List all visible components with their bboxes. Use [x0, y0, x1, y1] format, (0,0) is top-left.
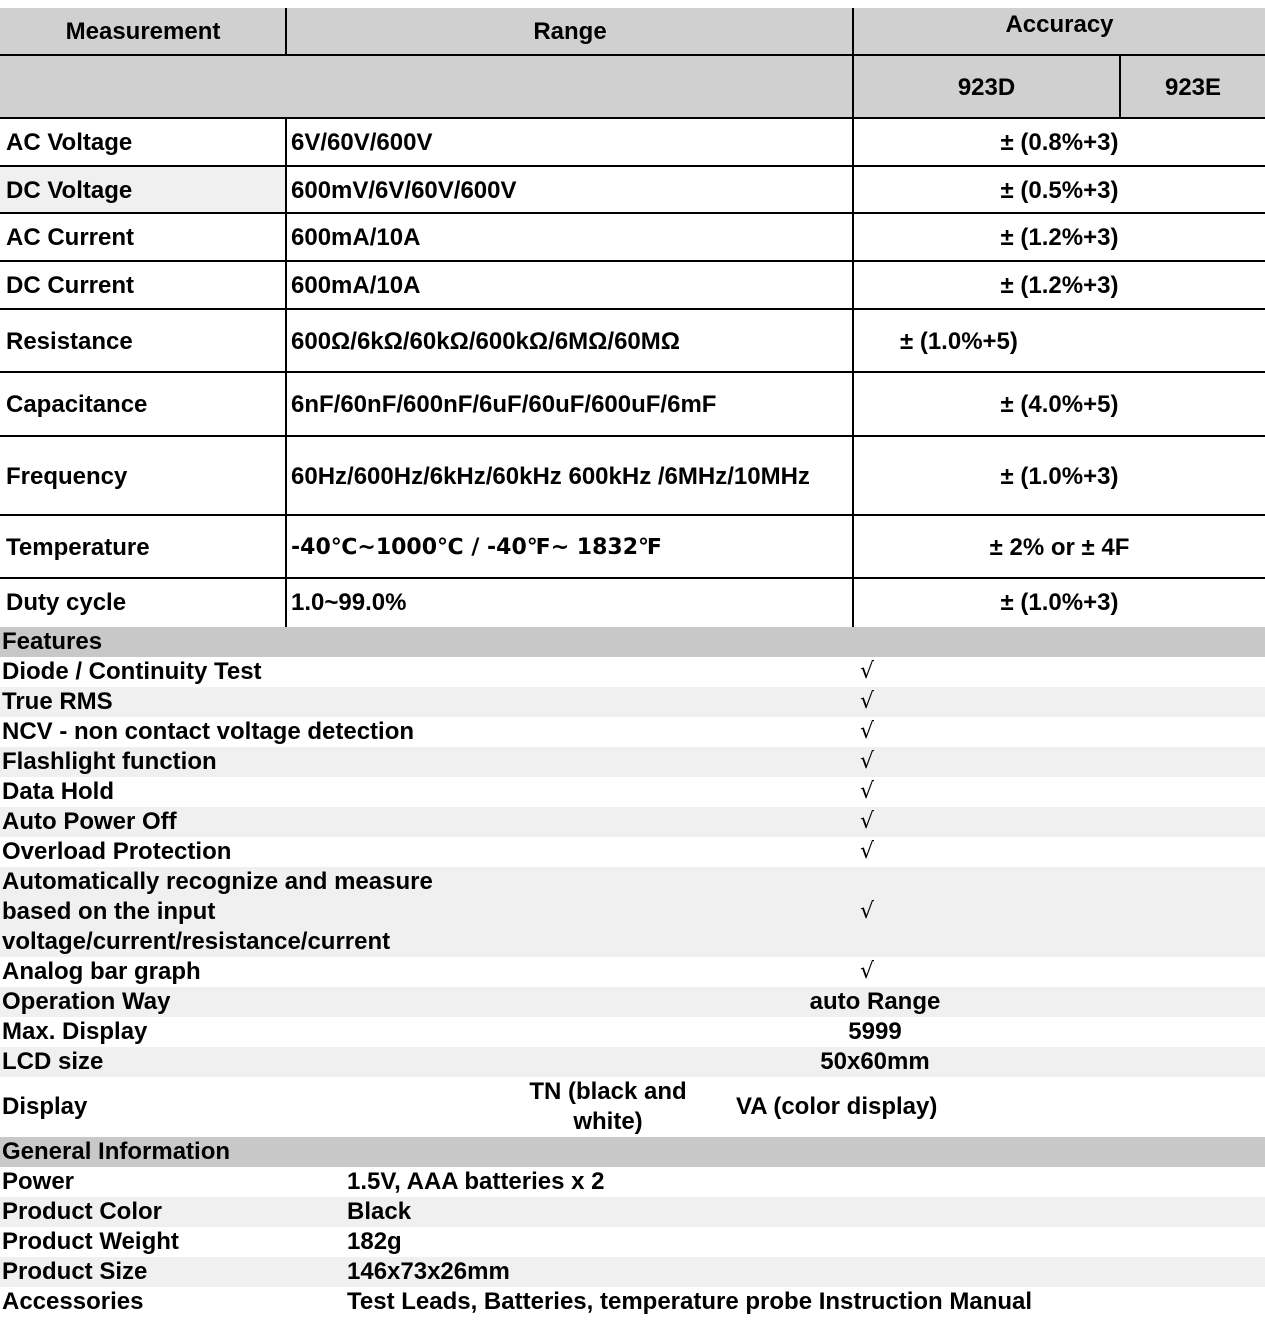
- general-value: 182g: [347, 1228, 402, 1255]
- check-mark-icon: √: [860, 809, 875, 834]
- feature-label: NCV - non contact voltage detection: [2, 718, 415, 745]
- measurement-accuracy: ± (1.0%+3): [1000, 589, 1119, 616]
- feature-label: Auto Power Off: [2, 808, 177, 835]
- measurement-range: 600Ω/6kΩ/60kΩ/600kΩ/6MΩ/60MΩ: [291, 327, 680, 355]
- general-row: [0, 1197, 1265, 1227]
- feature-label: Display: [2, 1093, 88, 1120]
- general-label: Accessories: [2, 1288, 144, 1315]
- feature-value: auto Range: [809, 988, 941, 1015]
- feature-label: Data Hold: [2, 778, 115, 805]
- table-row: [0, 214, 1265, 262]
- general-row: [0, 1287, 1265, 1317]
- measurement-name: DC Current: [6, 272, 135, 299]
- measurement-range: 6nF/60nF/600nF/6uF/60uF/600uF/6mF: [291, 391, 717, 418]
- features-section-title: Features: [0, 627, 1265, 657]
- measurement-range: 600mA/10A: [291, 224, 421, 251]
- general-row: [0, 1257, 1265, 1287]
- feature-label: LCD size: [2, 1048, 104, 1075]
- table-row: [0, 119, 1265, 167]
- general-row: [0, 1167, 1265, 1197]
- feature-value: 50x60mm: [820, 1048, 930, 1075]
- measurement-name: Frequency: [6, 462, 128, 490]
- measurement-accuracy: ± (1.0%+3): [1000, 462, 1119, 490]
- general-label: Power: [2, 1168, 75, 1195]
- table-row: [0, 437, 1265, 516]
- table-row: [0, 373, 1265, 437]
- feature-row: [0, 957, 1265, 987]
- feature-row: [0, 777, 1265, 807]
- spec-table: [0, 8, 1265, 1317]
- measurement-name: Capacitance: [6, 391, 148, 418]
- general-value: 1.5V, AAA batteries x 2: [347, 1168, 605, 1195]
- table-header-row: [0, 8, 1265, 56]
- table-subheader-row: [0, 56, 1265, 119]
- display-923d-line: white): [573, 1108, 643, 1135]
- feature-row: [0, 687, 1265, 717]
- measurement-accuracy: ± (1.2%+3): [1000, 272, 1119, 299]
- display-923e-value: VA (color display): [736, 1093, 938, 1120]
- feature-row: [0, 1077, 1265, 1137]
- feature-label: Analog bar graph: [2, 958, 201, 985]
- measurement-range: 600mA/10A: [291, 272, 421, 299]
- check-mark-icon: √: [860, 959, 875, 984]
- general-section-title: General Information: [0, 1137, 1265, 1167]
- general-label: Product Color: [2, 1198, 162, 1225]
- table-row: [0, 516, 1265, 579]
- measurement-range: 600mV/6V/60V/600V: [291, 176, 517, 204]
- table-row: [0, 167, 1265, 214]
- feature-label-line: based on the input: [2, 898, 216, 925]
- check-mark-icon: √: [860, 689, 875, 714]
- header-accuracy: Accuracy: [1005, 11, 1114, 38]
- measurement-range: 60Hz/600Hz/6kHz/60kHz 600kHz /6MHz/10MHz: [291, 462, 810, 490]
- feature-label: Diode / Continuity Test: [2, 658, 262, 685]
- measurement-accuracy: ± 2% or ± 4F: [989, 533, 1130, 561]
- header-measurement: Measurement: [65, 18, 221, 45]
- check-mark-icon: √: [860, 779, 875, 804]
- header-model-923e: 923E: [1164, 73, 1222, 101]
- feature-label-line: voltage/current/resistance/current: [2, 928, 391, 955]
- feature-value: 5999: [848, 1018, 902, 1045]
- check-mark-icon: √: [860, 899, 875, 924]
- display-923d-line: TN (black and: [529, 1078, 687, 1105]
- measurement-accuracy: ± (1.2%+3): [1000, 224, 1119, 251]
- general-label: Product Size: [2, 1258, 148, 1285]
- check-mark-icon: √: [860, 749, 875, 774]
- general-value: Black: [347, 1198, 412, 1225]
- measurement-accuracy: ± (4.0%+5): [1000, 391, 1119, 418]
- general-value: 146x73x26mm: [347, 1258, 510, 1285]
- header-range: Range: [533, 18, 607, 45]
- feature-row: [0, 987, 1265, 1017]
- feature-row: [0, 867, 1265, 957]
- feature-row: [0, 747, 1265, 777]
- check-mark-icon: √: [860, 659, 875, 684]
- measurement-accuracy: ± (0.5%+3): [1000, 176, 1119, 204]
- feature-label: True RMS: [2, 688, 113, 715]
- table-row: [0, 262, 1265, 310]
- general-label: Product Weight: [2, 1228, 179, 1255]
- measurement-name: AC Current: [6, 224, 135, 251]
- feature-row: [0, 717, 1265, 747]
- measurement-name: Resistance: [6, 327, 133, 355]
- table-row: [0, 310, 1265, 373]
- general-row: [0, 1227, 1265, 1257]
- feature-label: Max. Display: [2, 1018, 148, 1045]
- feature-label: Flashlight function: [2, 748, 217, 775]
- feature-row: [0, 807, 1265, 837]
- feature-row: [0, 837, 1265, 867]
- table-row: [0, 579, 1265, 627]
- header-model-923d: 923D: [957, 73, 1016, 101]
- measurement-name: Temperature: [6, 533, 150, 561]
- measurement-range: -40℃~1000℃ / -40℉~ 1832℉: [291, 535, 662, 560]
- feature-row: [0, 657, 1265, 687]
- check-mark-icon: √: [860, 719, 875, 744]
- measurement-name: AC Voltage: [6, 129, 133, 156]
- feature-row: [0, 1017, 1265, 1047]
- feature-label: Overload Protection: [2, 838, 232, 865]
- measurement-accuracy: ± (0.8%+3): [1000, 129, 1119, 156]
- measurement-range: 6V/60V/600V: [291, 129, 433, 156]
- check-mark-icon: √: [860, 839, 875, 864]
- measurement-range: 1.0~99.0%: [291, 589, 407, 616]
- general-value: Test Leads, Batteries, temperature probe Instruction Manual: [347, 1288, 1033, 1315]
- measurement-name: Duty cycle: [6, 589, 127, 616]
- feature-label-line: Automatically recognize and measure: [2, 868, 433, 895]
- feature-label: Operation Way: [2, 988, 171, 1015]
- feature-row: [0, 1047, 1265, 1077]
- measurement-accuracy: ± (1.0%+5): [900, 327, 1018, 355]
- measurement-name: DC Voltage: [0, 167, 286, 214]
